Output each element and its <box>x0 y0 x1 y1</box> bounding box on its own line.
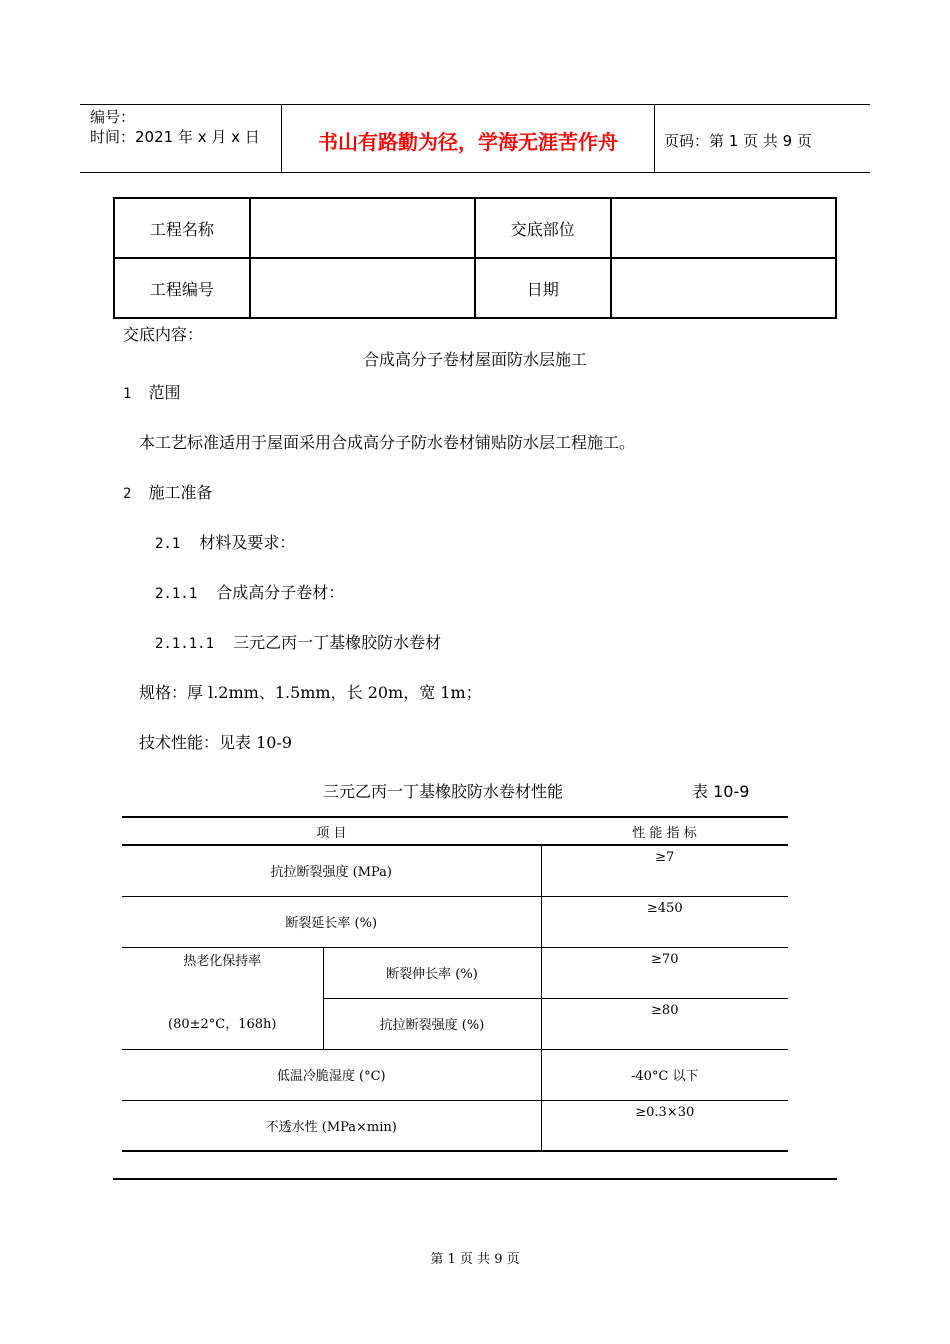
date-value <box>611 258 836 318</box>
date-label: 日期 <box>475 258 611 318</box>
column-header-item: 项 目 <box>122 817 541 845</box>
disclosure-part-label: 交底部位 <box>475 198 611 258</box>
section-2-1-number: 2.1 <box>155 536 181 552</box>
section-2-1-1-1 <box>155 630 441 653</box>
section-1-heading <box>123 380 181 403</box>
row-value: -40°C 以下 <box>541 1049 788 1100</box>
row-value: ≥7 <box>541 845 788 896</box>
row-item: 抗拉断裂强度 (%) <box>323 998 541 1049</box>
header-slogan: 书山有路勤为径，学海无涯苦作舟 <box>318 130 618 154</box>
project-info-table <box>113 197 837 319</box>
header-page-label: 页码：第 1 页 共 9 页 <box>664 132 812 150</box>
row-value: ≥70 <box>541 947 788 998</box>
project-name-label: 工程名称 <box>114 198 250 258</box>
heat-aging-cell <box>122 947 323 1049</box>
row-value: ≥0.3×30 <box>541 1100 788 1151</box>
section-1-number: 1 <box>123 386 132 402</box>
heat-aging-label: 热老化保持率 <box>183 953 262 969</box>
row-item: 断裂伸长率 (%) <box>323 947 541 998</box>
content-label: 交底内容： <box>123 325 204 344</box>
section-2-1-1-text: 合成高分子卷材： <box>216 583 345 602</box>
content-bottom-rule <box>113 1178 837 1180</box>
section-2-1-1 <box>155 580 344 603</box>
row-item: 抗拉断裂强度 (MPa) <box>270 865 392 881</box>
disclosure-part-value <box>611 198 836 258</box>
table-row <box>122 845 788 896</box>
section-2-number: 2 <box>123 486 132 502</box>
section-2-heading <box>123 480 213 503</box>
section-2-1-text: 材料及要求： <box>199 533 296 552</box>
table-row <box>122 896 788 947</box>
header-bottom-rule <box>80 172 870 173</box>
document-title: 合成高分子卷材屋面防水层施工 <box>362 350 587 369</box>
column-header-index: 性 能 指 标 <box>541 817 788 845</box>
project-name-value <box>250 198 475 258</box>
property-table <box>122 816 788 1152</box>
table-10-9-number: 表 10-9 <box>692 782 750 801</box>
table-header-row <box>122 817 788 845</box>
section-2-1-1-1-number: 2.1.1.1 <box>155 636 215 652</box>
section-2-1 <box>155 530 295 553</box>
spec-line: 规格：厚 l.2mm、1.5mm，长 20m，宽 1m； <box>139 683 482 702</box>
section-1-text: 本工艺标准适用于屋面采用合成高分子防水卷材铺贴防水层工程施工。 <box>139 433 636 452</box>
section-2-1-1-1-text: 三元乙丙一丁基橡胶防水卷材 <box>233 633 442 652</box>
property-table-wrapper <box>122 816 788 1152</box>
document-number-label: 编号： <box>90 108 136 126</box>
section-1-title: 范围 <box>148 383 181 402</box>
row-value: ≥80 <box>541 998 788 1049</box>
section-2-title: 施工准备 <box>148 483 213 502</box>
performance-line: 技术性能：见表 10-9 <box>139 733 293 752</box>
section-2-1-1-number: 2.1.1 <box>155 586 198 602</box>
row-item: 低温冷脆湿度 (°C) <box>122 1049 541 1100</box>
header-top-rule <box>80 104 870 105</box>
table-row <box>122 947 788 998</box>
row-item: 断裂延长率 (%) <box>122 896 541 947</box>
row-item: 不透水性 (MPa×min) <box>122 1100 541 1151</box>
document-time-label: 时间：2021 年 x 月 x 日 <box>90 128 260 146</box>
project-number-label: 工程编号 <box>114 258 250 318</box>
heat-aging-condition: (80±2°C，168h) <box>168 1016 277 1032</box>
page-footer: 第 1 页 共 9 页 <box>430 1252 520 1267</box>
header-divider-2 <box>654 104 655 172</box>
project-number-value <box>250 258 475 318</box>
table-row <box>122 1100 788 1151</box>
table-row <box>122 1049 788 1100</box>
row-value: ≥450 <box>541 896 788 947</box>
table-10-9-title: 三元乙丙一丁基橡胶防水卷材性能 <box>323 782 564 801</box>
